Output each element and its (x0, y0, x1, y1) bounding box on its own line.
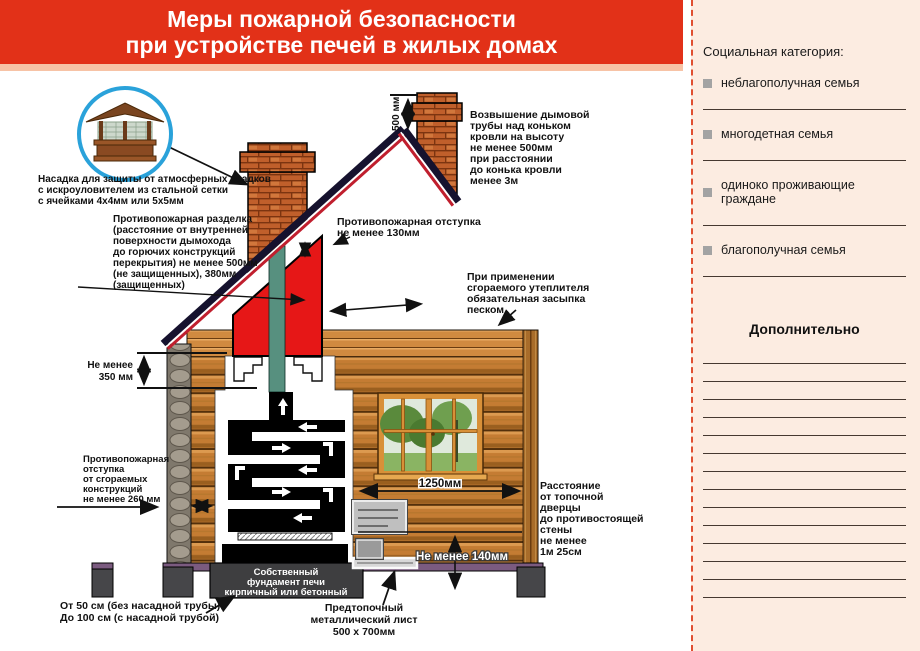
height-label: От 50 см (без насадной трубы) (60, 600, 221, 612)
label-1250mm: 1250мм (418, 478, 462, 490)
stone-wall-column (167, 344, 191, 568)
category-item-4 (703, 243, 906, 257)
svg-text:до противостоящей: до противостоящей (540, 513, 644, 525)
svg-text:не менее 130мм: не менее 130мм (337, 227, 420, 239)
svg-text:до горючих конструкций: до горючих конструкций (113, 247, 236, 258)
svg-text:песком: песком (467, 304, 505, 316)
label-140mm: Не менее 140мм (416, 551, 508, 563)
svg-text:(защищенных): (защищенных) (113, 280, 185, 291)
svg-text:сгораемого утеплителя: сгораемого утеплителя (467, 282, 590, 294)
checkbox-square-icon (703, 246, 712, 255)
write-line (703, 562, 906, 580)
write-line (703, 154, 906, 161)
svg-text:не менее 500мм: не менее 500мм (470, 142, 553, 154)
door-distance-label: Расстояние (540, 480, 601, 492)
metal-sheet-label: Предтопочный (324, 602, 404, 614)
svg-text:500 x 700мм: 500 x 700мм (332, 626, 396, 638)
foundation-label-3: кирпичный или бетонный (224, 587, 348, 598)
write-line (703, 436, 906, 454)
category-item-label: многодетная семья (721, 127, 834, 141)
write-line (703, 400, 906, 418)
svg-text:(расстояние от внутренней: (расстояние от внутренней (113, 225, 248, 236)
svg-text:(не защищенных), 380мм: (не защищенных), 380мм (113, 269, 237, 280)
social-category-heading: Социальная категория: (703, 44, 844, 59)
pier-left-outer (92, 569, 113, 597)
category-item-3 (703, 178, 906, 206)
cap-label: Насадка для защиты от атмосферных осадков (38, 174, 271, 185)
write-line (703, 219, 906, 226)
razdelka-label: Противопожарная разделка (113, 214, 253, 225)
write-line (703, 346, 906, 364)
floor-and-foundation (92, 558, 545, 598)
foundation-label-1: Собственный (253, 567, 319, 578)
picture-small (357, 540, 382, 558)
otstupka130-label: Противопожарная отступка (337, 216, 481, 228)
arrow-otstupka (332, 304, 420, 311)
checkbox-square-icon (703, 79, 712, 88)
category-item-label: неблагополучная семья (721, 76, 860, 90)
svg-text:кровли на высоту: кровли на высоту (470, 131, 565, 143)
leader-metal-sheet (383, 573, 394, 605)
additional-heading: Дополнительно (749, 321, 860, 337)
checkbox-square-icon (703, 188, 712, 197)
svg-text:от сгораемых: от сгораемых (83, 474, 148, 485)
banner-bottom-strip (0, 64, 683, 71)
sand-label: При применении (467, 271, 555, 283)
opposite-wall (523, 330, 538, 566)
window-handle (431, 432, 435, 436)
fire-safety-diagram (0, 71, 691, 651)
label-500mm: 500 мм (391, 96, 402, 131)
write-line (703, 472, 906, 490)
svg-text:при расстоянии: при расстоянии (470, 153, 553, 165)
checkbox-square-icon (703, 130, 712, 139)
write-line (703, 526, 906, 544)
chimney-cap-inset (79, 88, 171, 180)
write-line (703, 508, 906, 526)
svg-text:от топочной: от топочной (540, 491, 604, 503)
svg-text:отступка: отступка (83, 464, 125, 475)
write-line (703, 490, 906, 508)
write-line (703, 382, 906, 400)
category-item-label: одиноко проживающие граждане (721, 178, 855, 206)
category-item-1 (703, 76, 906, 90)
svg-text:с искроуловителем из стальной: с искроуловителем из стальной сетки (38, 185, 229, 196)
svg-text:До 100 см (с насадной трубой): До 100 см (с насадной трубой) (60, 612, 220, 624)
svg-text:стены: стены (540, 524, 573, 536)
label-350mm: Не менее (87, 360, 133, 371)
write-line (703, 454, 906, 472)
write-line (703, 364, 906, 382)
svg-text:поверхности дымохода: поверхности дымохода (113, 236, 231, 247)
title-line-2: при устройстве печей в жилых домах (125, 32, 558, 58)
pier-left (163, 567, 193, 597)
svg-text:1м 25см: 1м 25см (540, 546, 582, 558)
svg-text:дверцы: дверцы (540, 502, 581, 514)
sidebar-form (691, 0, 920, 651)
write-line (703, 418, 906, 436)
write-line (703, 270, 906, 277)
svg-text:менее 3м: менее 3м (470, 175, 519, 187)
svg-text:металлический лист: металлический лист (310, 614, 418, 626)
svg-text:с ячейками 4x4мм или 5x5мм: с ячейками 4x4мм или 5x5мм (38, 196, 184, 207)
svg-text:трубы над коньком: трубы над коньком (470, 120, 571, 132)
otstupka260-label: Противопожарная (83, 454, 170, 465)
write-line (703, 580, 906, 598)
write-line (703, 544, 906, 562)
category-item-2 (703, 127, 906, 141)
foundation-label-2: фундамент печи (246, 577, 326, 588)
svg-text:конструкций: конструкций (83, 484, 143, 495)
title-line-1: Меры пожарной безопасности (167, 6, 516, 32)
ridge-label: Возвышение дымовой (470, 109, 590, 121)
svg-text:не менее 260 мм: не менее 260 мм (83, 494, 161, 505)
svg-text:не менее: не менее (540, 535, 587, 547)
svg-text:обязательная засыпка: обязательная засыпка (467, 293, 586, 305)
svg-text:до конька кровли: до конька кровли (470, 164, 562, 176)
window (374, 393, 487, 480)
title-banner (0, 0, 683, 64)
pier-right (517, 567, 545, 597)
category-item-label: благополучная семья (721, 243, 846, 257)
svg-text:350 мм: 350 мм (98, 372, 133, 383)
svg-text:перекрытия) не менее 500мм: перекрытия) не менее 500мм (113, 258, 258, 269)
flue-pipe (269, 246, 285, 392)
write-line (703, 103, 906, 110)
stove-grate (238, 533, 332, 540)
